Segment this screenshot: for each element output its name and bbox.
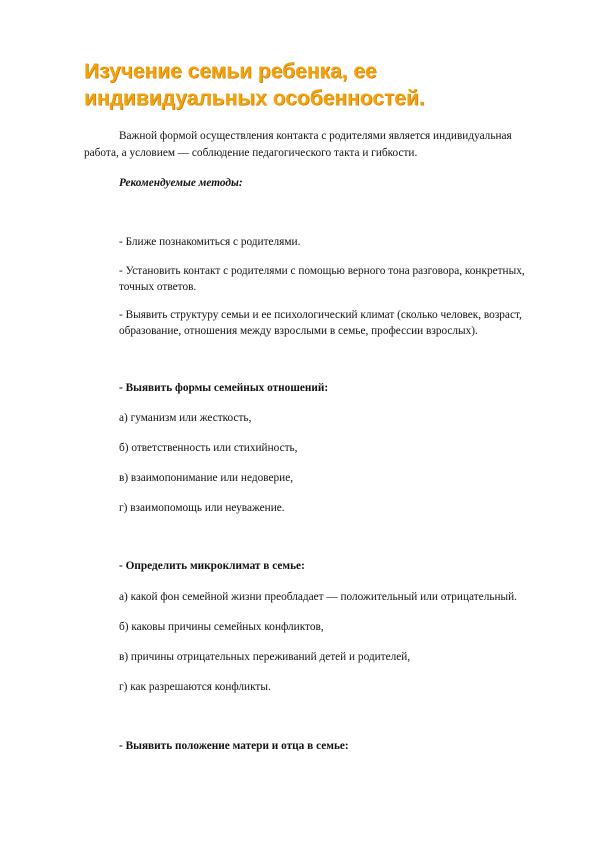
section-2-item-d: г) как разрешаются конфликты. <box>119 681 271 693</box>
method-item-2-line-2: точных ответов. <box>119 281 197 293</box>
section-1-item-c: в) взаимопонимание или недоверие, <box>119 472 294 484</box>
section-1-item-b: б) ответственность или стихийность, <box>119 442 298 454</box>
intro-line-1: Важной формой осуществления контакта с родителями является индивидуальная <box>119 130 512 142</box>
method-item-2-line-1: - Установить контакт с родителями с помощью верного тона разговора, конкретных, <box>119 265 525 277</box>
method-item-1: - Ближе познакомиться с родителями. <box>119 236 301 248</box>
section-3-heading: - Выявить положение матери и отца в семье: <box>119 740 349 752</box>
method-item-3-line-2: образование, отношения между взрослыми в семье, профессии взрослых). <box>119 325 478 337</box>
method-item-3-line-1: - Выявить структуру семьи и ее психологический климат (сколько человек, возраст, <box>119 309 522 321</box>
section-2-item-a: а) какой фон семейной жизни преобладает — положительный или отрицательный. <box>119 591 517 603</box>
section-2-item-c: в) причины отрицательных переживаний детей и родителей, <box>119 651 411 663</box>
methods-heading: Рекомендуемые методы: <box>119 177 243 189</box>
section-2-item-b: б) каковы причины семейных конфликтов, <box>119 621 324 633</box>
title-line-2: индивидуальных особенностей. <box>84 87 425 110</box>
section-1-item-a: а) гуманизм или жесткость, <box>119 412 252 424</box>
section-2-heading: - Определить микроклимат в семье: <box>119 560 305 572</box>
section-1-heading: - Выявить формы семейных отношений: <box>119 382 329 394</box>
title-line-1: Изучение семьи ребенка, ее <box>84 60 377 83</box>
document-title <box>84 58 564 112</box>
intro-line-2: работа, а условием — соблюдение педагогического такта и гибкости. <box>84 147 418 159</box>
section-1-item-d: г) взаимопомощь или неуважение. <box>119 502 285 514</box>
